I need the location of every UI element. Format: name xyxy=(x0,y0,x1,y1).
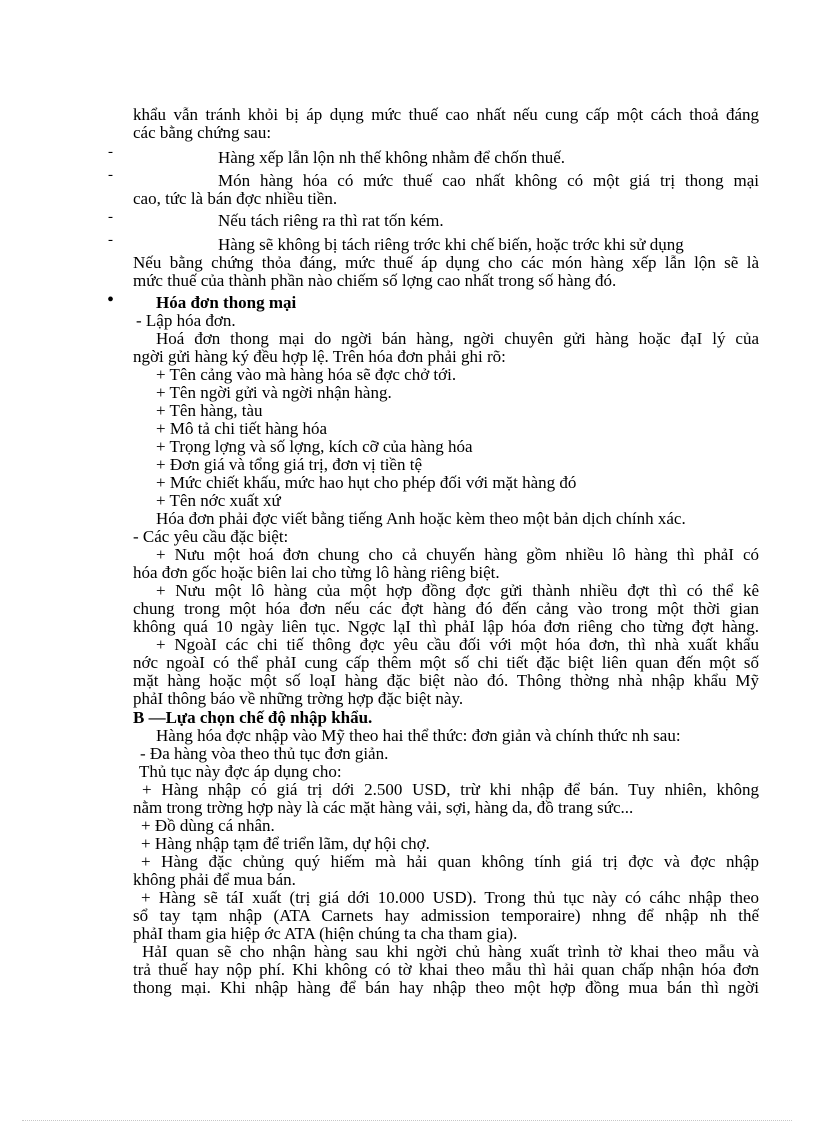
dash-marker: - xyxy=(108,144,113,160)
text-line: + Nưu một lô hàng của một hợp đồng đợc gửi thành nhiều đợt thì có thể kê xyxy=(156,582,759,600)
text-line: + Tên ngời gửi và ngời nhận hàng. xyxy=(156,384,392,402)
text-line: nằm trong trờng hợp này là các mặt hàng vải, sợi, hàng da, đồ trang sức... xyxy=(133,799,634,817)
text-line: - Lập hóa đơn. xyxy=(136,312,236,330)
text-line: + NgoàI các chi tiế thông đợc yêu cầu đối với một hóa đơn, thì nhà xuất khẩu xyxy=(156,636,759,654)
dash-marker: - xyxy=(108,209,113,225)
text-line: chung trong một hóa đơn nếu các đợt hàng đó đến cảng vào trong một thời gian xyxy=(133,600,759,618)
text-line: sổ tay tạm nhập (ATA Carnets hay admission temporaire) nhng để nhập nh thế xyxy=(133,907,759,925)
text-line: + Hàng nhập tạm để triển lãm, dự hội chợ. xyxy=(141,835,430,853)
bullet-marker: • xyxy=(107,289,115,311)
text-line: Hóa đơn phải đợc viết bằng tiếng Anh hoặc kèm theo một bản dịch chính xác. xyxy=(156,510,686,528)
text-line: không quá 10 ngày liên tục. Ngợc lạI thì phảI lập hóa đơn riêng cho từng đợt hàng. xyxy=(133,618,759,636)
text-line: HảI quan sẽ cho nhận hàng sau khi ngời chủ hàng xuất trình tờ khai theo mẫu và xyxy=(142,943,759,961)
text-line: các bằng chứng sau: xyxy=(133,124,272,142)
text-line: không phải để mua bán. xyxy=(133,871,296,889)
text-line: - Các yêu cầu đặc biệt: xyxy=(133,528,289,546)
text-line: cao, tức là bán đợc nhiều tiền. xyxy=(133,190,338,208)
text-line: nớc ngoàI có thể phảI cung cấp thêm một số chi tiết đặc biệt liên quan đến một số xyxy=(133,654,759,672)
text-line: + Nưu một hoá đơn chung cho cả chuyến hàng gồm nhiều lô hàng thì phảI có xyxy=(156,546,759,564)
text-line: phảI tham gia hiệp ớc ATA (hiện chúng ta cha tham gia). xyxy=(133,925,518,943)
text-line: + Hàng đặc chủng quý hiếm mà hải quan không tính giá trị đợc và đợc nhập xyxy=(141,853,759,871)
page-bottom-rule xyxy=(22,1120,792,1121)
text-line: + Đồ dùng cá nhân. xyxy=(141,817,275,835)
text-line: + Hàng nhập có giá trị dới 2.500 USD, trừ khi nhập để bán. Tuy nhiên, không xyxy=(142,781,759,799)
text-line: Nếu tách riêng ra thì rat tốn kém. xyxy=(218,212,444,230)
text-line: Hàng xếp lẫn lộn nh thế không nhằm để chốn thuế. xyxy=(218,149,566,167)
text-line: ngời gửi hàng ký đều hợp lệ. Trên hóa đơn phải ghi rõ: xyxy=(133,348,506,366)
text-line: Hàng hóa đợc nhập vào Mỹ theo hai thể thức: đơn giản và chính thức nh sau: xyxy=(156,727,681,745)
text-line: - Đa hàng vòa theo thủ tục đơn giản. xyxy=(140,745,389,763)
text-line: + Mô tả chi tiết hàng hóa xyxy=(156,420,328,438)
dash-marker: - xyxy=(108,232,113,248)
text-line: khẩu vẫn tránh khỏi bị áp dụng mức thuế cao nhất nếu cung cấp một cách thoả đáng xyxy=(133,106,759,124)
text-line: mặt hàng hoặc một số loạI hàng đặc biệt nào đó. Thông thờng nhà nhập khẩu Mỹ xyxy=(133,672,759,690)
text-line: + Tên cảng vào mà hàng hóa sẽ đợc chở tới. xyxy=(156,366,457,384)
text-line: + Mức chiết khấu, mức hao hụt cho phép đối với mặt hàng đó xyxy=(156,474,577,492)
text-line: Hàng sẽ không bị tách riêng trớc khi chế biến, hoặc trớc khi sử dụng xyxy=(218,236,684,254)
text-line: phảI thông báo về những trờng hợp đặc biệt này. xyxy=(133,690,464,708)
text-line: + Hàng sẽ táI xuất (trị giá dới 10.000 USD). Trong thủ tục này có cáhc nhập theo xyxy=(141,889,759,907)
text-line: + Đơn giá và tổng giá trị, đơn vị tiền tệ xyxy=(156,456,422,474)
text-line: Nếu bằng chứng thỏa đáng, mức thuế áp dụng cho các món hàng xếp lẫn lộn sẽ là xyxy=(133,254,759,272)
text-line: + Tên nớc xuất xứ xyxy=(156,492,281,510)
text-line: Món hàng hóa có mức thuế cao nhất không có một giá trị thong mại xyxy=(218,172,759,190)
text-line: trả thuế hay nộp phí. Khi không có tờ khai theo mẫu thì hải quan chấp nhận hóa đơn xyxy=(133,961,759,979)
text-line: Hoá đơn thong mại do ngời bán hàng, ngời chuyên gửi hàng hoặc đạI lý của xyxy=(156,330,759,348)
text-line: hóa đơn gốc hoặc biên lai cho từng lô hàng riêng biệt. xyxy=(133,564,500,582)
section-heading: Hóa đơn thong mại xyxy=(156,294,297,312)
dash-marker: - xyxy=(108,167,113,183)
text-line: + Tên hàng, tàu xyxy=(156,402,263,420)
text-line: Thủ tục này đợc áp dụng cho: xyxy=(139,763,342,781)
text-line: + Trọng lợng và số lợng, kích cỡ của hàng hóa xyxy=(156,438,473,456)
section-heading: B —Lựa chọn chế độ nhập khẩu. xyxy=(133,709,373,727)
text-line: mức thuế của thành phần nào chiếm số lợng cao nhất trong số hàng đó. xyxy=(133,272,617,290)
text-line: thong mại. Khi nhập hàng để bán hay nhập theo một hợp đồng mua bán thì ngời xyxy=(133,979,759,997)
